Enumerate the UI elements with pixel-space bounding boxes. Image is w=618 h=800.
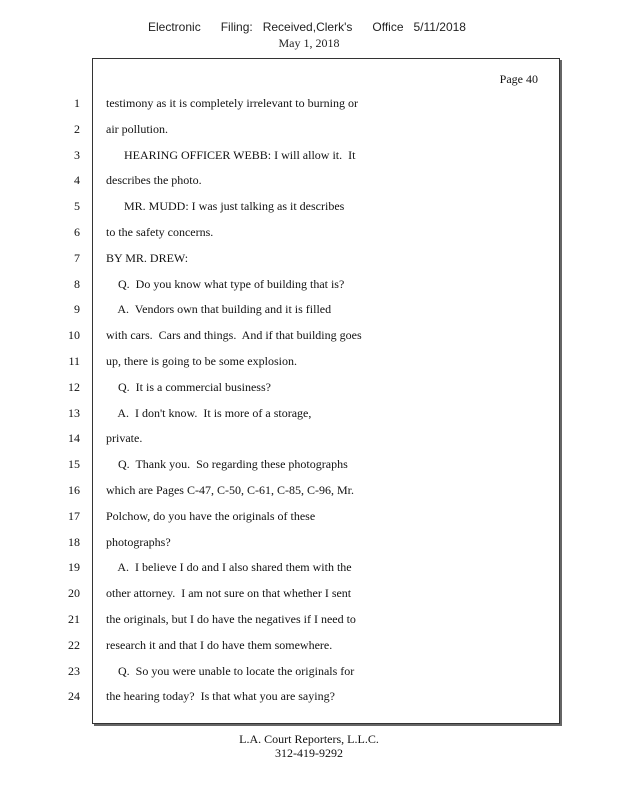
line-number: 3	[74, 148, 80, 162]
line-number: 12	[68, 380, 80, 394]
line-text: Q. So you were unable to locate the originals for	[106, 664, 355, 678]
line-text: Q. It is a commercial business?	[106, 380, 271, 394]
line-number: 13	[68, 406, 80, 420]
line-number: 9	[74, 302, 80, 316]
line-text: A. I believe I do and I also shared them with the	[106, 560, 352, 574]
line-text: with cars. Cars and things. And if that building goes	[106, 328, 362, 342]
line-number: 18	[68, 535, 80, 549]
line-number: 4	[74, 173, 80, 187]
line-number: 5	[74, 199, 80, 213]
line-text: A. I don't know. It is more of a storage,	[106, 406, 312, 420]
line-text: Q. Do you know what type of building that is?	[106, 277, 345, 291]
line-text: HEARING OFFICER WEBB: I will allow it. It	[106, 148, 356, 162]
line-text: the originals, but I do have the negatives if I need to	[106, 612, 356, 626]
line-text: MR. MUDD: I was just talking as it describes	[106, 199, 345, 213]
line-text: other attorney. I am not sure on that whether I sent	[106, 586, 352, 600]
line-text: photographs?	[106, 535, 171, 549]
footer-company: L.A. Court Reporters, L.L.C.	[239, 732, 379, 746]
line-text: up, there is going to be some explosion.	[106, 354, 297, 368]
line-text: Q. Thank you. So regarding these photographs	[106, 457, 348, 471]
line-text: describes the photo.	[106, 173, 202, 187]
filing-date: May 1, 2018	[278, 36, 340, 50]
line-number: 24	[68, 689, 80, 703]
line-number: 10	[68, 328, 80, 342]
line-number: 1	[74, 96, 80, 110]
line-number: 21	[68, 612, 80, 626]
line-number: 2	[74, 122, 80, 136]
line-number: 6	[74, 225, 80, 239]
line-number: 20	[68, 586, 80, 600]
line-number: 14	[68, 431, 80, 445]
line-number: 15	[68, 457, 80, 471]
page-number: Page 40	[499, 72, 538, 86]
line-number: 19	[68, 560, 80, 574]
filing-stamp: Electronic Filing: Received,Clerk's Office 5/11/2018	[148, 20, 466, 34]
line-text: the hearing today? Is that what you are saying?	[106, 689, 335, 703]
line-number: 23	[68, 664, 80, 678]
line-text: research it and that I do have them somewhere.	[106, 638, 333, 652]
line-text: private.	[106, 431, 143, 445]
line-text: testimony as it is completely irrelevant to burning or	[106, 96, 358, 110]
line-number: 7	[74, 251, 80, 265]
line-number: 11	[68, 354, 80, 368]
footer-phone: 312-419-9292	[275, 746, 343, 760]
line-number: 17	[68, 509, 80, 523]
line-number: 8	[74, 277, 80, 291]
line-text: to the safety concerns.	[106, 225, 214, 239]
line-number: 16	[68, 483, 80, 497]
line-text: which are Pages C-47, C-50, C-61, C-85, C-96, Mr.	[106, 483, 354, 497]
line-text: BY MR. DREW:	[106, 251, 189, 265]
line-text: A. Vendors own that building and it is filled	[106, 302, 332, 316]
line-number: 22	[68, 638, 80, 652]
line-text: Polchow, do you have the originals of these	[106, 509, 316, 523]
line-text: air pollution.	[106, 122, 168, 136]
